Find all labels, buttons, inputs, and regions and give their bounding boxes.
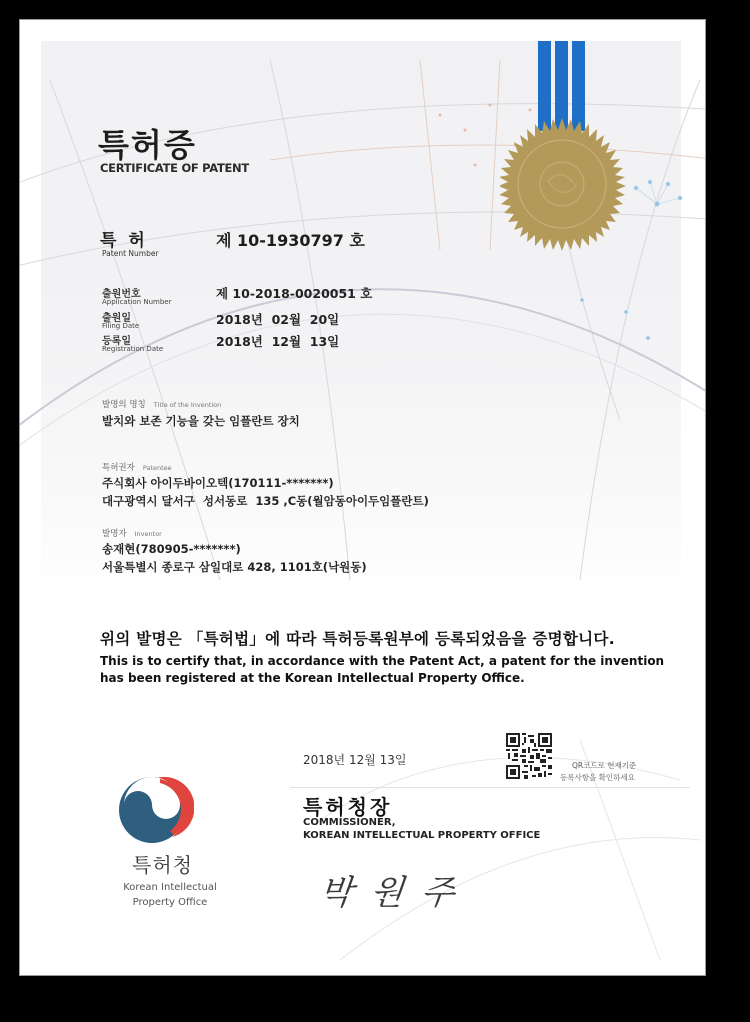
patent-number-value: 제 10-1930797 호 [216,231,365,250]
commissioner-title-english-line1: COMMISSIONER, [303,817,396,828]
commissioner-divider [290,787,690,788]
invention-title-label-ko: 발명의 명칭 [102,400,146,410]
application-number-value: 제 10-2018-0020051 호 [216,286,373,301]
ribbon-stripe [538,41,551,131]
certification-statement-english-line2: has been registered at the Korean Intellectual Property Office. [100,671,525,685]
inventor-name: 송재현(780905-*******) [102,542,241,556]
certification-statement-english-line1: This is to certify that, in accordance with the Patent Act, a patent for the invention [100,654,665,668]
filing-date-label: 출원일 [102,313,131,324]
gold-seal-with-ribbon [500,41,660,281]
patent-number-label-en: Patent Number [102,249,159,258]
application-number-label-en: Application Number [102,298,172,306]
registration-date-label-en: Registration Date [102,345,164,353]
qr-note-line2: 등록사항을 확인하세요 [560,773,635,782]
filing-date-label-en: Filing Date [102,322,140,330]
patentee-name: 주식회사 아이두바이오텍(170111-*******) [102,476,334,490]
commissioner-signature: 박원주 [317,873,475,913]
kipo-logo-english-line2: Property Office [132,897,208,908]
issue-date: 2018년 12월 13일 [303,753,407,767]
kipo-logo-korean: 특허청 [132,853,193,877]
patentee-label-ko: 특허권자 [102,463,135,473]
kipo-logo-english-line1: Korean Intellectual [123,882,217,893]
patent-certificate-paper [19,19,706,976]
patent-number-label: 특 허 [100,231,148,251]
inventor-label [102,527,162,539]
commissioner-title-korean: 특허청장 [303,795,393,819]
application-number-label: 출원번호 [102,289,141,300]
inventor-label-en: Inventor [134,530,162,538]
qr-note-line1: QR코드로 현재기준 [572,761,637,770]
ribbon-stripe [555,41,568,131]
registration-date-label: 등록일 [102,336,131,347]
invention-title-value: 발치와 보존 기능을 갖는 임플란트 장치 [102,414,300,428]
commissioner-title-english-line2: KOREAN INTELLECTUAL PROPERTY OFFICE [303,830,541,841]
patentee-label-en: Patentee [142,464,172,472]
filing-date-value: 2018년 02월 20일 [216,312,340,327]
kipo-taegeuk-logo-icon [114,775,194,845]
certificate-title-english: CERTIFICATE OF PATENT [100,161,249,175]
inventor-address: 서울특별시 종로구 삼일대로 428, 1101호(낙원동) [102,560,367,574]
registration-date-value: 2018년 12월 13일 [216,334,340,349]
patentee-address: 대구광역시 달서구 성서동로 135 ,C동(월암동아이두임플란트) [102,494,429,508]
invention-title-label [102,398,221,410]
qr-code[interactable] [506,733,552,779]
inventor-label-ko: 발명자 [102,529,127,539]
invention-title-label-en: Title of the Invention [153,401,222,409]
ribbon-stripe [572,41,585,131]
certificate-title-korean: 특허증 [98,126,197,164]
patentee-label [102,461,172,473]
certification-statement-korean: 위의 발명은 「특허법」에 따라 특허등록원부에 등록되었음을 증명합니다. [100,630,615,648]
